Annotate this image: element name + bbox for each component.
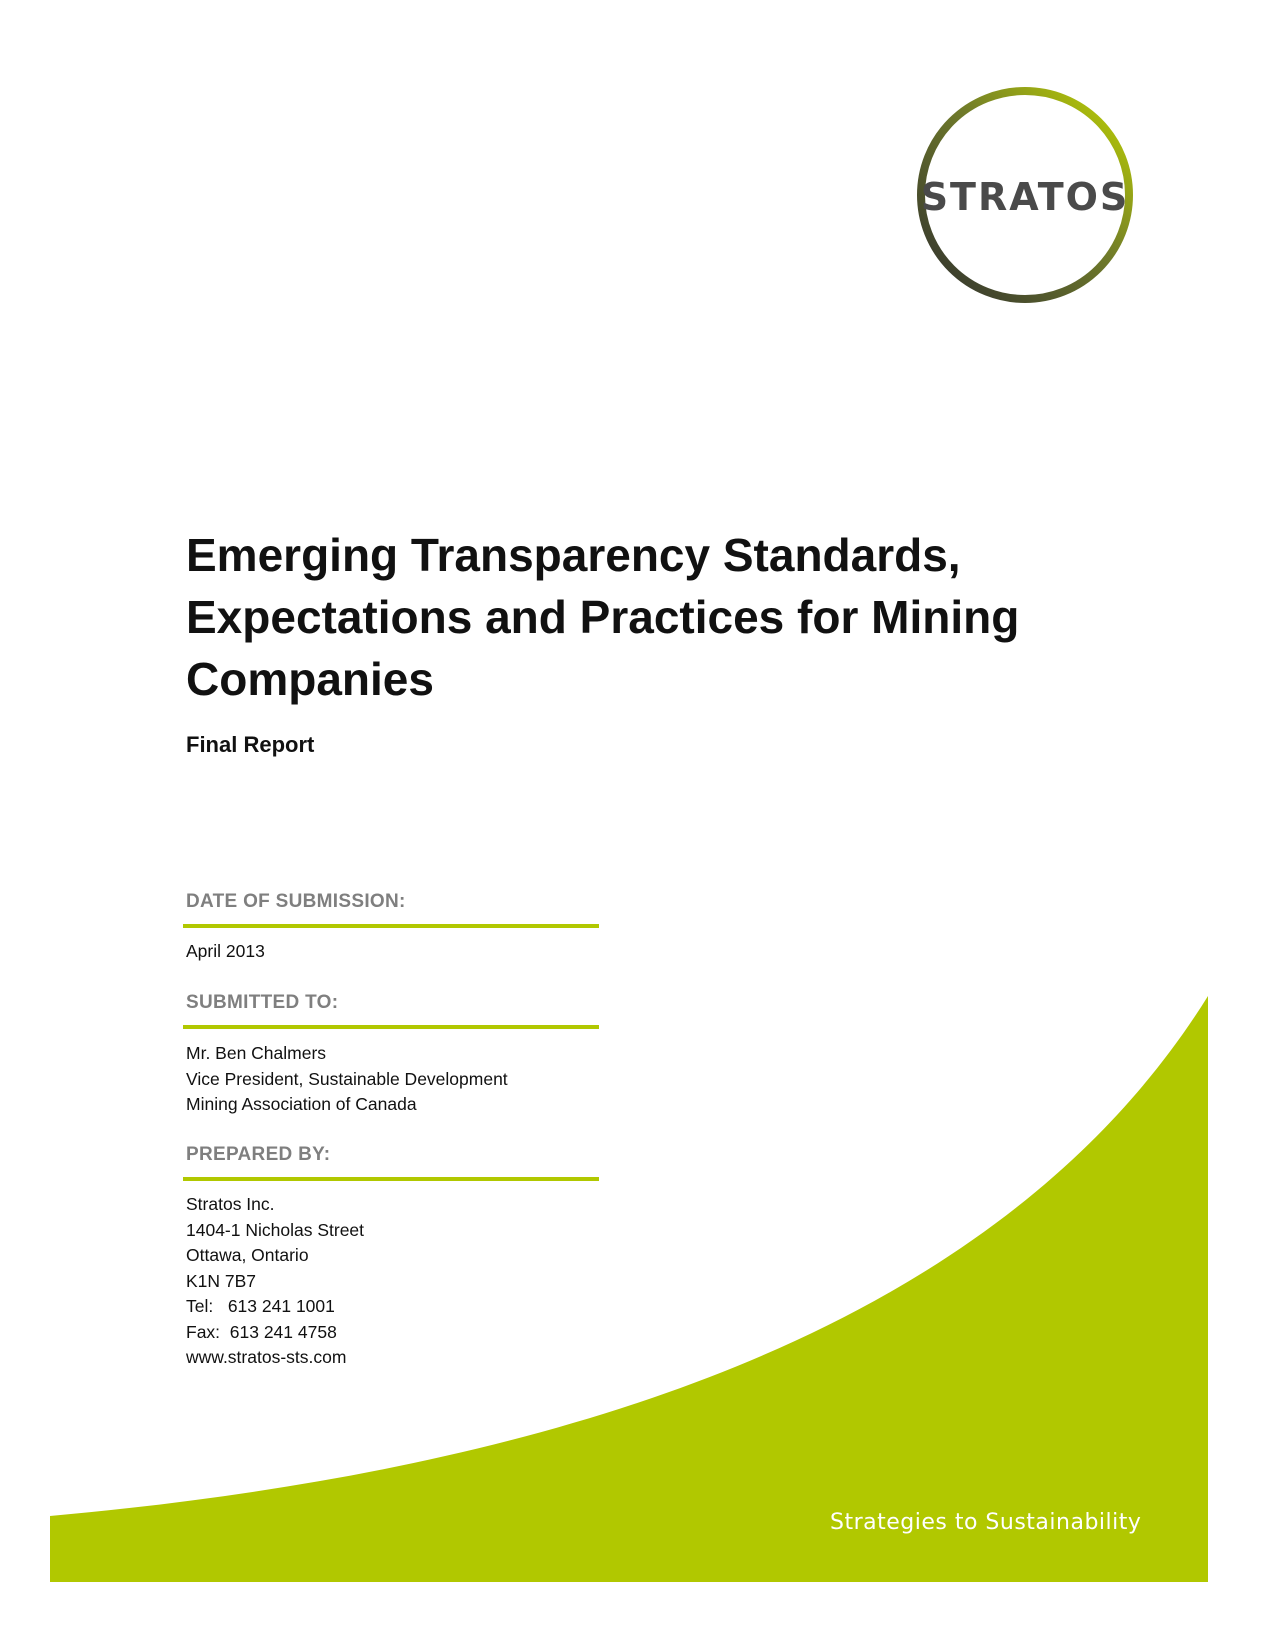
preparer-website: www.stratos-sts.com <box>186 1347 347 1367</box>
date-of-submission-heading: DATE OF SUBMISSION: <box>186 891 406 912</box>
submission-date: April 2013 <box>186 941 265 961</box>
stratos-logo <box>916 86 1134 304</box>
date-of-submission-block <box>186 939 265 965</box>
preparer-postal-code: K1N 7B7 <box>186 1270 257 1291</box>
recipient-name: Mr. Ben Chalmers <box>186 1043 327 1063</box>
submitted-to-heading: SUBMITTED TO: <box>186 992 339 1013</box>
preparer-telephone: Tel: 613 241 1001 <box>186 1296 335 1316</box>
tagline: Strategies to Sustainability <box>830 1510 1142 1535</box>
section-divider <box>183 1025 599 1029</box>
logo-wordmark: STRATOS <box>920 175 1130 219</box>
preparer-fax: Fax: 613 241 4758 <box>186 1321 337 1342</box>
section-divider <box>183 1177 599 1181</box>
recipient-organization: Mining Association of Canada <box>186 1094 417 1114</box>
prepared-by-heading: PREPARED BY: <box>186 1144 331 1165</box>
preparer-company: Stratos Inc. <box>186 1194 275 1214</box>
section-divider <box>183 924 599 928</box>
report-title: Emerging Transparency Standards, Expectations and Practices for Mining Companies <box>186 529 1020 705</box>
report-subtitle: Final Report <box>186 732 315 757</box>
preparer-street: 1404-1 Nicholas Street <box>186 1219 365 1240</box>
preparer-city: Ottawa, Ontario <box>186 1245 309 1265</box>
recipient-title: Vice President, Sustainable Development <box>186 1068 508 1089</box>
prepared-by-block <box>186 1192 364 1371</box>
submitted-to-block <box>186 1041 508 1118</box>
